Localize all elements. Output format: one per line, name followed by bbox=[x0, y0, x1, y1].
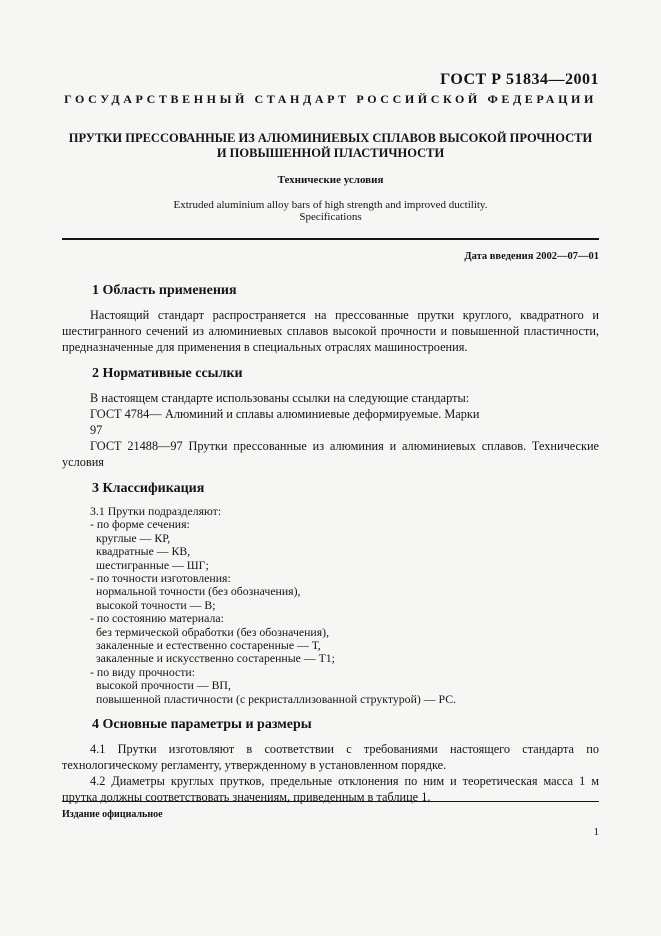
list-item: - по точности изготовления: bbox=[90, 571, 231, 586]
document-body bbox=[62, 282, 599, 815]
reference-item bbox=[62, 438, 599, 470]
section-normative-references bbox=[62, 365, 599, 470]
list-item: - по виду прочности: bbox=[90, 664, 195, 679]
state-standard-heading: ГОСУДАРСТВЕННЫЙ СТАНДАРТ РОССИЙСКОЙ ФЕДЕРАЦИИ bbox=[64, 92, 597, 106]
section-paragraph: Настоящий стандарт распространяется на прессованные прутки круглого, квадратного и шестигранного сечений из алюминиевых сплавов высокой прочности и повышенной пластичности, предназначенные для применения в специальных отраслях машиностроения. bbox=[62, 308, 599, 354]
section-heading: 1 Область применения bbox=[92, 283, 237, 298]
footer-divider bbox=[62, 801, 599, 802]
list-item: квадратные — КВ, bbox=[96, 544, 191, 559]
list-item: высокой прочности — ВП, bbox=[96, 678, 231, 693]
section-parameters bbox=[62, 716, 599, 805]
section-heading: 3 Классификация bbox=[92, 481, 205, 496]
subtitle-english bbox=[62, 199, 599, 223]
list-item: без термической обработки (без обозначения), bbox=[96, 624, 330, 639]
list-item: - по форме сечения: bbox=[90, 517, 190, 532]
section-heading: 2 Нормативные ссылки bbox=[92, 366, 243, 381]
title-line-2: И ПОВЫШЕННОЙ ПЛАСТИЧНОСТИ bbox=[216, 146, 445, 160]
list-item: повышенной пластичности (с рекристаллизованной структурой) — РС. bbox=[96, 691, 457, 706]
header-divider bbox=[62, 238, 599, 240]
classification-list bbox=[62, 505, 599, 706]
list-item: закаленные и естественно состаренные — Т, bbox=[96, 638, 321, 653]
section-heading: 4 Основные параметры и размеры bbox=[92, 717, 312, 733]
reference-text: Алюминий и сплавы алюминиевые деформируемые. Марки bbox=[165, 407, 480, 421]
list-item: - по состоянию материала: bbox=[90, 611, 224, 626]
section-paragraph: 4.1 Прутки изготовляют в соответствии с требованиями настоящего стандарта по технологическому регламенту, утвержденному в установленном порядке. bbox=[62, 742, 599, 773]
document-title bbox=[62, 131, 599, 161]
reference-code: ГОСТ 21488—97 bbox=[90, 439, 183, 453]
list-item: закаленные и искусственно состаренные — Т1; bbox=[96, 651, 335, 666]
page-number: 1 bbox=[593, 826, 599, 838]
reference-item bbox=[62, 406, 599, 438]
list-item: круглые — КР, bbox=[96, 530, 171, 545]
section-paragraph: 4.2 Диаметры круглых прутков, предельные отклонения по ним и теоретическая масса 1 м прутка должны соответствовать значениям, приведенным в таблице 1. bbox=[62, 774, 599, 805]
list-item: нормальной точности (без обозначения), bbox=[96, 584, 301, 599]
reference-code: ГОСТ 4784—97 bbox=[90, 407, 162, 437]
section-paragraph: В настоящем стандарте использованы ссылки на следующие стандарты: bbox=[90, 391, 470, 405]
official-edition-label: Издание официальное bbox=[62, 809, 163, 820]
subtitle-russian: Технические условия bbox=[277, 174, 384, 186]
title-line-1: ПРУТКИ ПРЕССОВАННЫЕ ИЗ АЛЮМИНИЕВЫХ СПЛАВОВ ВЫСОКОЙ ПРОЧНОСТИ bbox=[68, 131, 593, 145]
list-item: 3.1 Прутки подразделяют: bbox=[90, 504, 222, 518]
section-scope bbox=[62, 282, 599, 355]
subtitle-english-line-1: Extruded aluminium alloy bars of high strength and improved ductility. bbox=[173, 199, 488, 211]
introduction-date: Дата введения 2002—07—01 bbox=[464, 251, 599, 262]
subtitle-english-line-2: Specifications bbox=[299, 211, 362, 223]
section-classification bbox=[62, 480, 599, 706]
list-item: высокой точности — В; bbox=[96, 597, 216, 612]
list-item: шестигранные — ШГ; bbox=[96, 557, 209, 572]
document-number: ГОСТ Р 51834—2001 bbox=[440, 71, 599, 88]
reference-text: Прутки прессованные из алюминия и алюминиевых сплавов. Технические условия bbox=[62, 439, 599, 469]
